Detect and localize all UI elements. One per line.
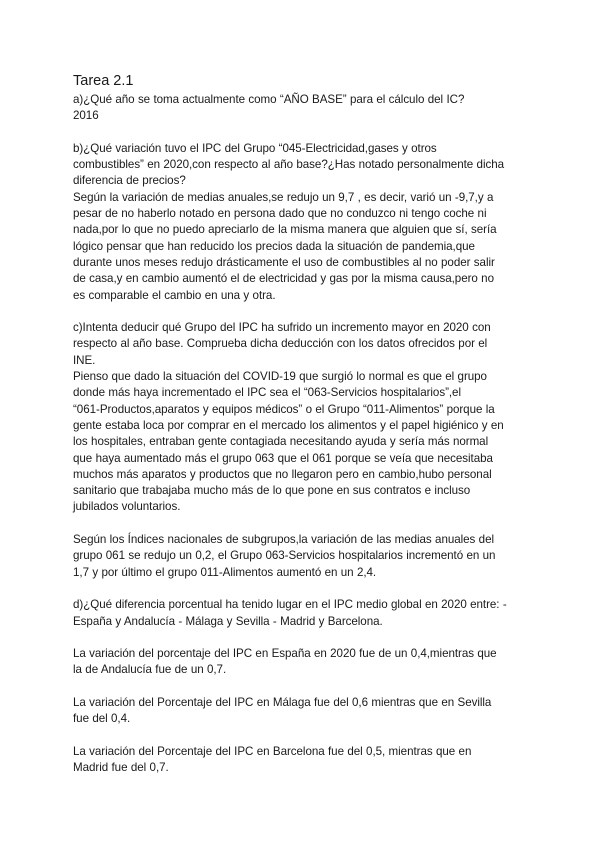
document-title: Tarea 2.1 — [73, 73, 134, 89]
text-line: La variación del porcentaje del IPC en España en 2020 fue de un 0,4,mientras que — [73, 647, 497, 661]
text-line: pesar de no haberlo notado en persona dado que no conduzco ni tengo coche ni — [73, 207, 487, 221]
spacer — [73, 728, 535, 744]
text-line: Según la variación de medias anuales,se redujo un 9,7 , es decir, varió un -9,7,y a — [73, 190, 494, 204]
text-line: La variación del Porcentaje del IPC en Málaga fue del 0,6 mientras que en Sevilla — [73, 695, 492, 709]
text-line: “061-Productos,aparatos y equipos médicos” o el Grupo “011-Alimentos” porque la — [73, 402, 495, 416]
text-line: INE. — [73, 353, 96, 367]
spacer — [73, 679, 535, 695]
text-line: Pienso que dado la situación del COVID-19 que surgió lo normal es que el grupo — [73, 370, 487, 384]
text-line: es comparable el cambio en una y otra. — [73, 288, 276, 302]
spacer — [73, 125, 535, 141]
question-d — [73, 597, 535, 630]
text-line: la de Andalucía fue de un 0,7. — [73, 663, 227, 677]
text-line: c)Intenta deducir qué Grupo del IPC ha sufrido un incremento mayor en 2020 con — [73, 321, 491, 335]
text-line: durante unos meses redujo drásticamente el uso de combustibles al no poder salir — [73, 255, 495, 269]
text-line: donde más haya incrementado el IPC sea el “063-Servicios hospitalarios”,el — [73, 386, 461, 400]
answer-d-malaga-sevilla — [73, 695, 535, 728]
text-line: La variación del Porcentaje del IPC en Barcelona fue del 0,5, mientras que en — [73, 744, 472, 758]
answer-d-spain-andalucia — [73, 646, 535, 679]
document-page — [73, 73, 535, 776]
text-line: respecto al año base. Comprueba dicha deducción con los datos ofrecidos por el — [73, 337, 488, 351]
text-line: España y Andalucía - Málaga y Sevilla - Madrid y Barcelona. — [73, 614, 383, 628]
spacer — [73, 581, 535, 597]
text-line: muchos más aparatos y productos que no llegaron pero en cambio,hubo personal — [73, 467, 492, 481]
spacer — [73, 516, 535, 532]
text-line: Según los Índices nacionales de subgrupos,la variación de las medias anuales del — [73, 533, 494, 547]
answer-b — [73, 190, 535, 304]
text-line: de casa,y en cambio aumentó el de electricidad y gas por la misma causa,pero no — [73, 272, 494, 286]
text-line: 1,7 y por último el grupo 011-Alimentos aumentó en un 2,4. — [73, 565, 377, 579]
text-line: d)¿Qué diferencia porcentual ha tenido lugar en el IPC medio global en 2020 entre: - — [73, 598, 507, 612]
text-line: que haya aumentado más el grupo 063 que el 061 porque se veía que necesitaba — [73, 451, 493, 465]
spacer — [73, 304, 535, 320]
text-line: nada,por lo que no puedo apreciarlo de la misma manera que alguien que sí, sería — [73, 223, 497, 237]
spacer — [73, 630, 535, 646]
text-line: b)¿Qué variación tuvo el IPC del Grupo “045-Electricidad,gases y otros — [73, 141, 437, 155]
text-line: jubilados voluntarios. — [73, 500, 181, 514]
text-line: lógico pensar que han reducido los precios dada la situación de pandemia,que — [73, 239, 475, 253]
text-line: combustibles” en 2020,con respecto al año base?¿Has notado personalmente dicha — [73, 158, 505, 172]
text-line: fue del 0,4. — [73, 712, 131, 726]
question-a: a)¿Qué año se toma actualmente como “AÑO BASE” para el cálculo del IC? — [73, 93, 465, 106]
answer-c-data — [73, 532, 535, 581]
text-line: grupo 061 se redujo un 0,2, el Grupo 063-Servicios hospitalarios incrementó en un — [73, 549, 496, 563]
question-c — [73, 320, 535, 369]
question-b — [73, 141, 535, 190]
text-line: sanitario que trabajaba mucho más de lo que pone en sus contratos e incluso — [73, 484, 471, 498]
answer-a: 2016 — [73, 109, 99, 123]
text-line: diferencia de precios? — [73, 174, 186, 188]
text-line: gente estaba loca por comprar en el mercado los alimentos y el papel higiénico y en — [73, 418, 504, 432]
text-line: los hospitales, entraban gente contagiada necesitando ayuda y sería más normal — [73, 435, 489, 449]
answer-d-barcelona-madrid — [73, 744, 535, 777]
text-line: Madrid fue del 0,7. — [73, 761, 169, 775]
answer-c — [73, 369, 535, 516]
